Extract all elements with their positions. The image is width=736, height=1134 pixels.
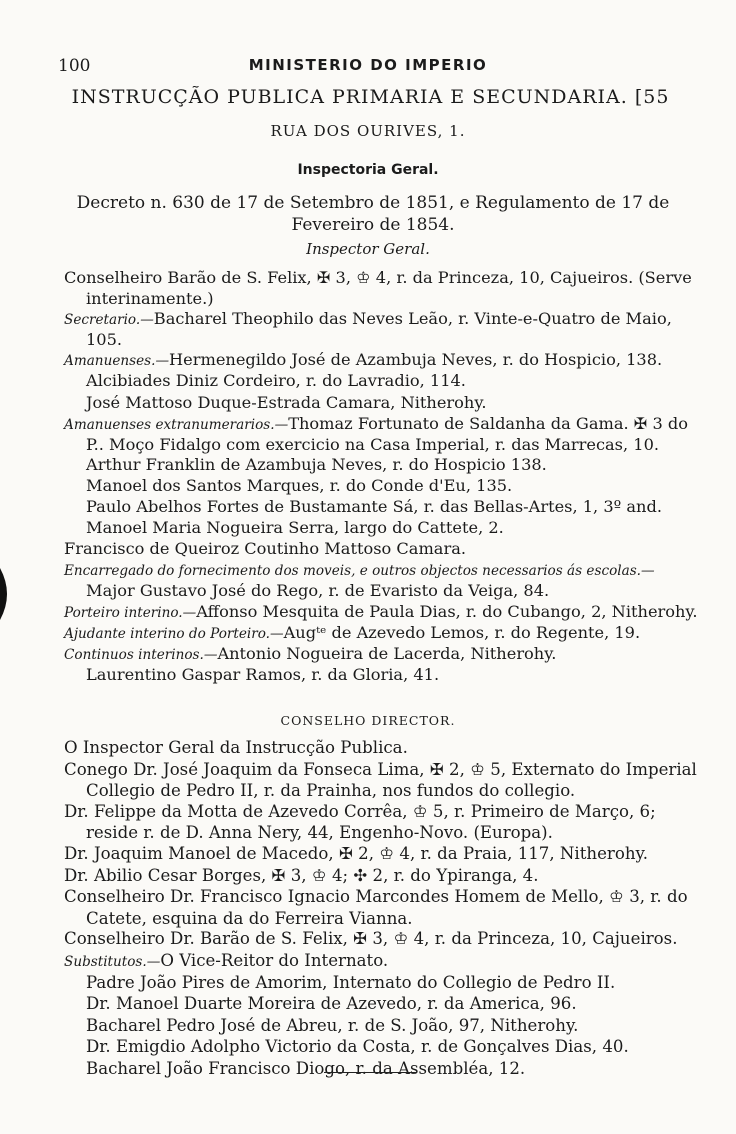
list-item: Conselheiro Barão de S. Felix, ✠ 3, ♔ 4, r. da Princeza, 10, Cajueiros. (Serve interinamente.) — [64, 268, 692, 309]
list-item: Bacharel João Francisco Diogo, r. da Assembléa, 12. — [86, 1058, 526, 1078]
list-item: Dr. Felippe da Motta de Azevedo Corrêa, ♔ 5, r. Primeiro de Março, 6; reside r. de D. Anna Nery, 44, Engenho-Novo. (Europa). — [64, 801, 656, 843]
conselho-heading: CONSELHO DIRECTOR. — [280, 713, 456, 728]
inspectoria-entries — [64, 268, 700, 686]
list-item: Encarregado do fornecimento dos moveis, e outros objectos necessarios ás escolas.—Major Gustavo José do Rego, r. de Evaristo da Veiga, 84. — [64, 563, 655, 601]
inspectoria-heading: Inspectoria Geral. — [297, 162, 439, 178]
section-title: INSTRUCÇÃO PUBLICA PRIMARIA E SECUNDARIA. [55 — [71, 86, 670, 108]
list-item: Alcibiades Diniz Cordeiro, r. do Lavradio, 114. — [86, 371, 466, 391]
list-item: Continuos interinos.—Antonio Nogueira de Lacerda, Nitherohy. — [64, 643, 557, 663]
list-item: Amanuenses.—Hermenegildo José de Azambuja Neves, r. do Hospicio, 138. — [64, 350, 663, 370]
decree-text: Decreto n. 630 de 17 de Setembro de 1851, e Regulamento de 17 de Fevereiro de 1854. — [76, 193, 670, 235]
list-item: Dr. Abilio Cesar Borges, ✠ 3, ♔ 4; ✣ 2, r. do Ypiranga, 4. — [64, 865, 539, 885]
running-head — [58, 56, 678, 78]
list-item: Dr. Joaquim Manoel de Macedo, ✠ 2, ♔ 4, r. da Praia, 117, Nitherohy. — [64, 843, 648, 863]
list-item: Dr. Emigdio Adolpho Victorio da Costa, r. de Gonçalves Dias, 40. — [86, 1037, 629, 1057]
list-item: Bacharel Pedro José de Abreu, r. de S. João, 97, Nitherohy. — [86, 1015, 579, 1035]
conselho-entries — [64, 738, 700, 1081]
list-item: Paulo Abelhos Fortes de Bustamante Sá, r. das Bellas-Artes, 1, 3º and. — [86, 497, 662, 517]
list-item: Ajudante interino do Porteiro.—Augᵗᵉ de Azevedo Lemos, r. do Regente, 19. — [64, 622, 641, 642]
list-item: Conselheiro Dr. Barão de S. Felix, ✠ 3, ♔ 4, r. da Princeza, 10, Cajueiros. — [64, 929, 678, 949]
list-item: Secretario.—Bacharel Theophilo das Neves Leão, r. Vinte-e-Quatro de Maio, 105. — [64, 309, 672, 350]
list-item: Arthur Franklin de Azambuja Neves, r. do Hospicio 138. — [86, 454, 547, 474]
closing-rule — [324, 1072, 416, 1073]
section-address: RUA DOS OURIVES, 1. — [270, 122, 466, 140]
page-number: 100 — [58, 56, 91, 76]
list-item: Laurentino Gaspar Ramos, r. da Gloria, 41. — [86, 664, 440, 684]
running-title: MINISTERIO DO IMPERIO — [248, 56, 488, 74]
list-item: Amanuenses extranumerarios.—Thomaz Fortunato de Saldanha da Gama. ✠ 3 do P.. Moço Fidalgo com exercicio na Casa Imperial, r. das Marrecas, 10. — [64, 413, 689, 454]
list-item: Substitutos.—O Vice-Reitor do Internato. — [64, 950, 389, 970]
list-item: Porteiro interino.—Affonso Mesquita de Paula Dias, r. do Cubango, 2, Nitherohy. — [64, 601, 698, 621]
binding-hole-mark — [0, 568, 14, 620]
list-item: Manoel Maria Nogueira Serra, largo do Cattete, 2. — [86, 518, 504, 538]
list-item: Conego Dr. José Joaquim da Fonseca Lima, ✠ 2, ♔ 5, Externato do Imperial Collegio de Pedro II, r. da Prainha, nos fundos do collegio. — [64, 759, 697, 801]
list-item: O Inspector Geral da Instrucção Publica. — [64, 738, 408, 757]
inspector-subheading: Inspector Geral. — [306, 240, 430, 258]
list-item: Padre João Pires de Amorim, Internato do Collegio de Pedro II. — [86, 972, 616, 992]
list-item: José Mattoso Duque-Estrada Camara, Nitherohy. — [86, 392, 487, 412]
list-item: Dr. Manoel Duarte Moreira de Azevedo, r. da America, 96. — [86, 994, 577, 1014]
list-item: Manoel dos Santos Marques, r. do Conde d'Eu, 135. — [86, 475, 513, 495]
list-item: Conselheiro Dr. Francisco Ignacio Marcondes Homem de Mello, ♔ 3, r. do Catete, esquina da do Ferreira Vianna. — [64, 887, 688, 928]
list-item: Francisco de Queiroz Coutinho Mattoso Camara. — [64, 539, 466, 559]
